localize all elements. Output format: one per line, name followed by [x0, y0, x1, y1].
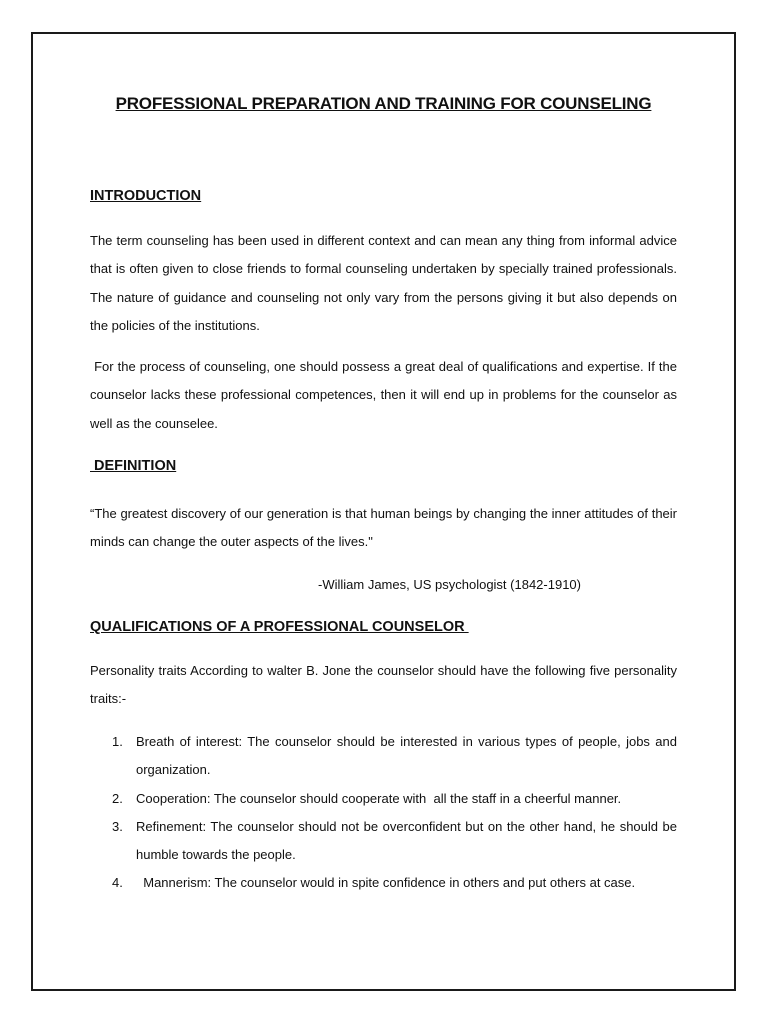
list-item-text: Refinement: The counselor should not be overconfident but on the other hand, he should be humble towards the people. [136, 818, 677, 863]
list-item-number: 1. [112, 734, 123, 749]
list-item-number: 4. [112, 875, 123, 891]
definition-heading: DEFINITION [90, 458, 177, 474]
list-item-number: 3. [112, 818, 123, 834]
qualifications-heading: QUALIFICATIONS OF A PROFESSIONAL COUNSELOR [90, 619, 469, 635]
list-item [90, 785, 677, 813]
list-item-text: Breath of interest: The counselor should be interested in various types of people, jobs and organization. [136, 734, 677, 778]
document-title: PROFESSIONAL PREPARATION AND TRAINING FOR COUNSELING [115, 94, 652, 113]
definition-quote: “The greatest discovery of our generation is that human beings by changing the inner attitudes of their minds can change the outer aspects of the lives." [90, 506, 677, 550]
quote-attribution: -William James, US psychologist (1842-1910) [318, 577, 581, 592]
list-item [90, 869, 677, 897]
introduction-paragraph-1: The term counseling has been used in different context and can mean any thing from informal advice that is often given to close friends to formal counseling undertaken by specially trained professionals. The nature of guidance and counseling not only vary from the persons giving it but also depends on the policies of the institutions. [90, 233, 677, 333]
introduction-heading: INTRODUCTION [90, 188, 202, 204]
qualifications-intro: Personality traits According to walter B. Jone the counselor should have the following five personality traits:- [90, 663, 677, 707]
list-item-text: Cooperation: The counselor should cooperate with all the staff in a cheerful manner. [136, 790, 622, 806]
list-item-number: 2. [112, 790, 123, 806]
list-item [90, 728, 677, 785]
list-item-text: Mannerism: The counselor would in spite confidence in others and put others at case. [136, 875, 636, 891]
personality-traits-list [90, 728, 677, 898]
introduction-paragraph-2: For the process of counseling, one should possess a great deal of qualifications and expertise. If the counselor lacks these professional competences, then it will end up in problems for the counselor as well as the counselee. [90, 359, 681, 431]
list-item [90, 813, 677, 870]
